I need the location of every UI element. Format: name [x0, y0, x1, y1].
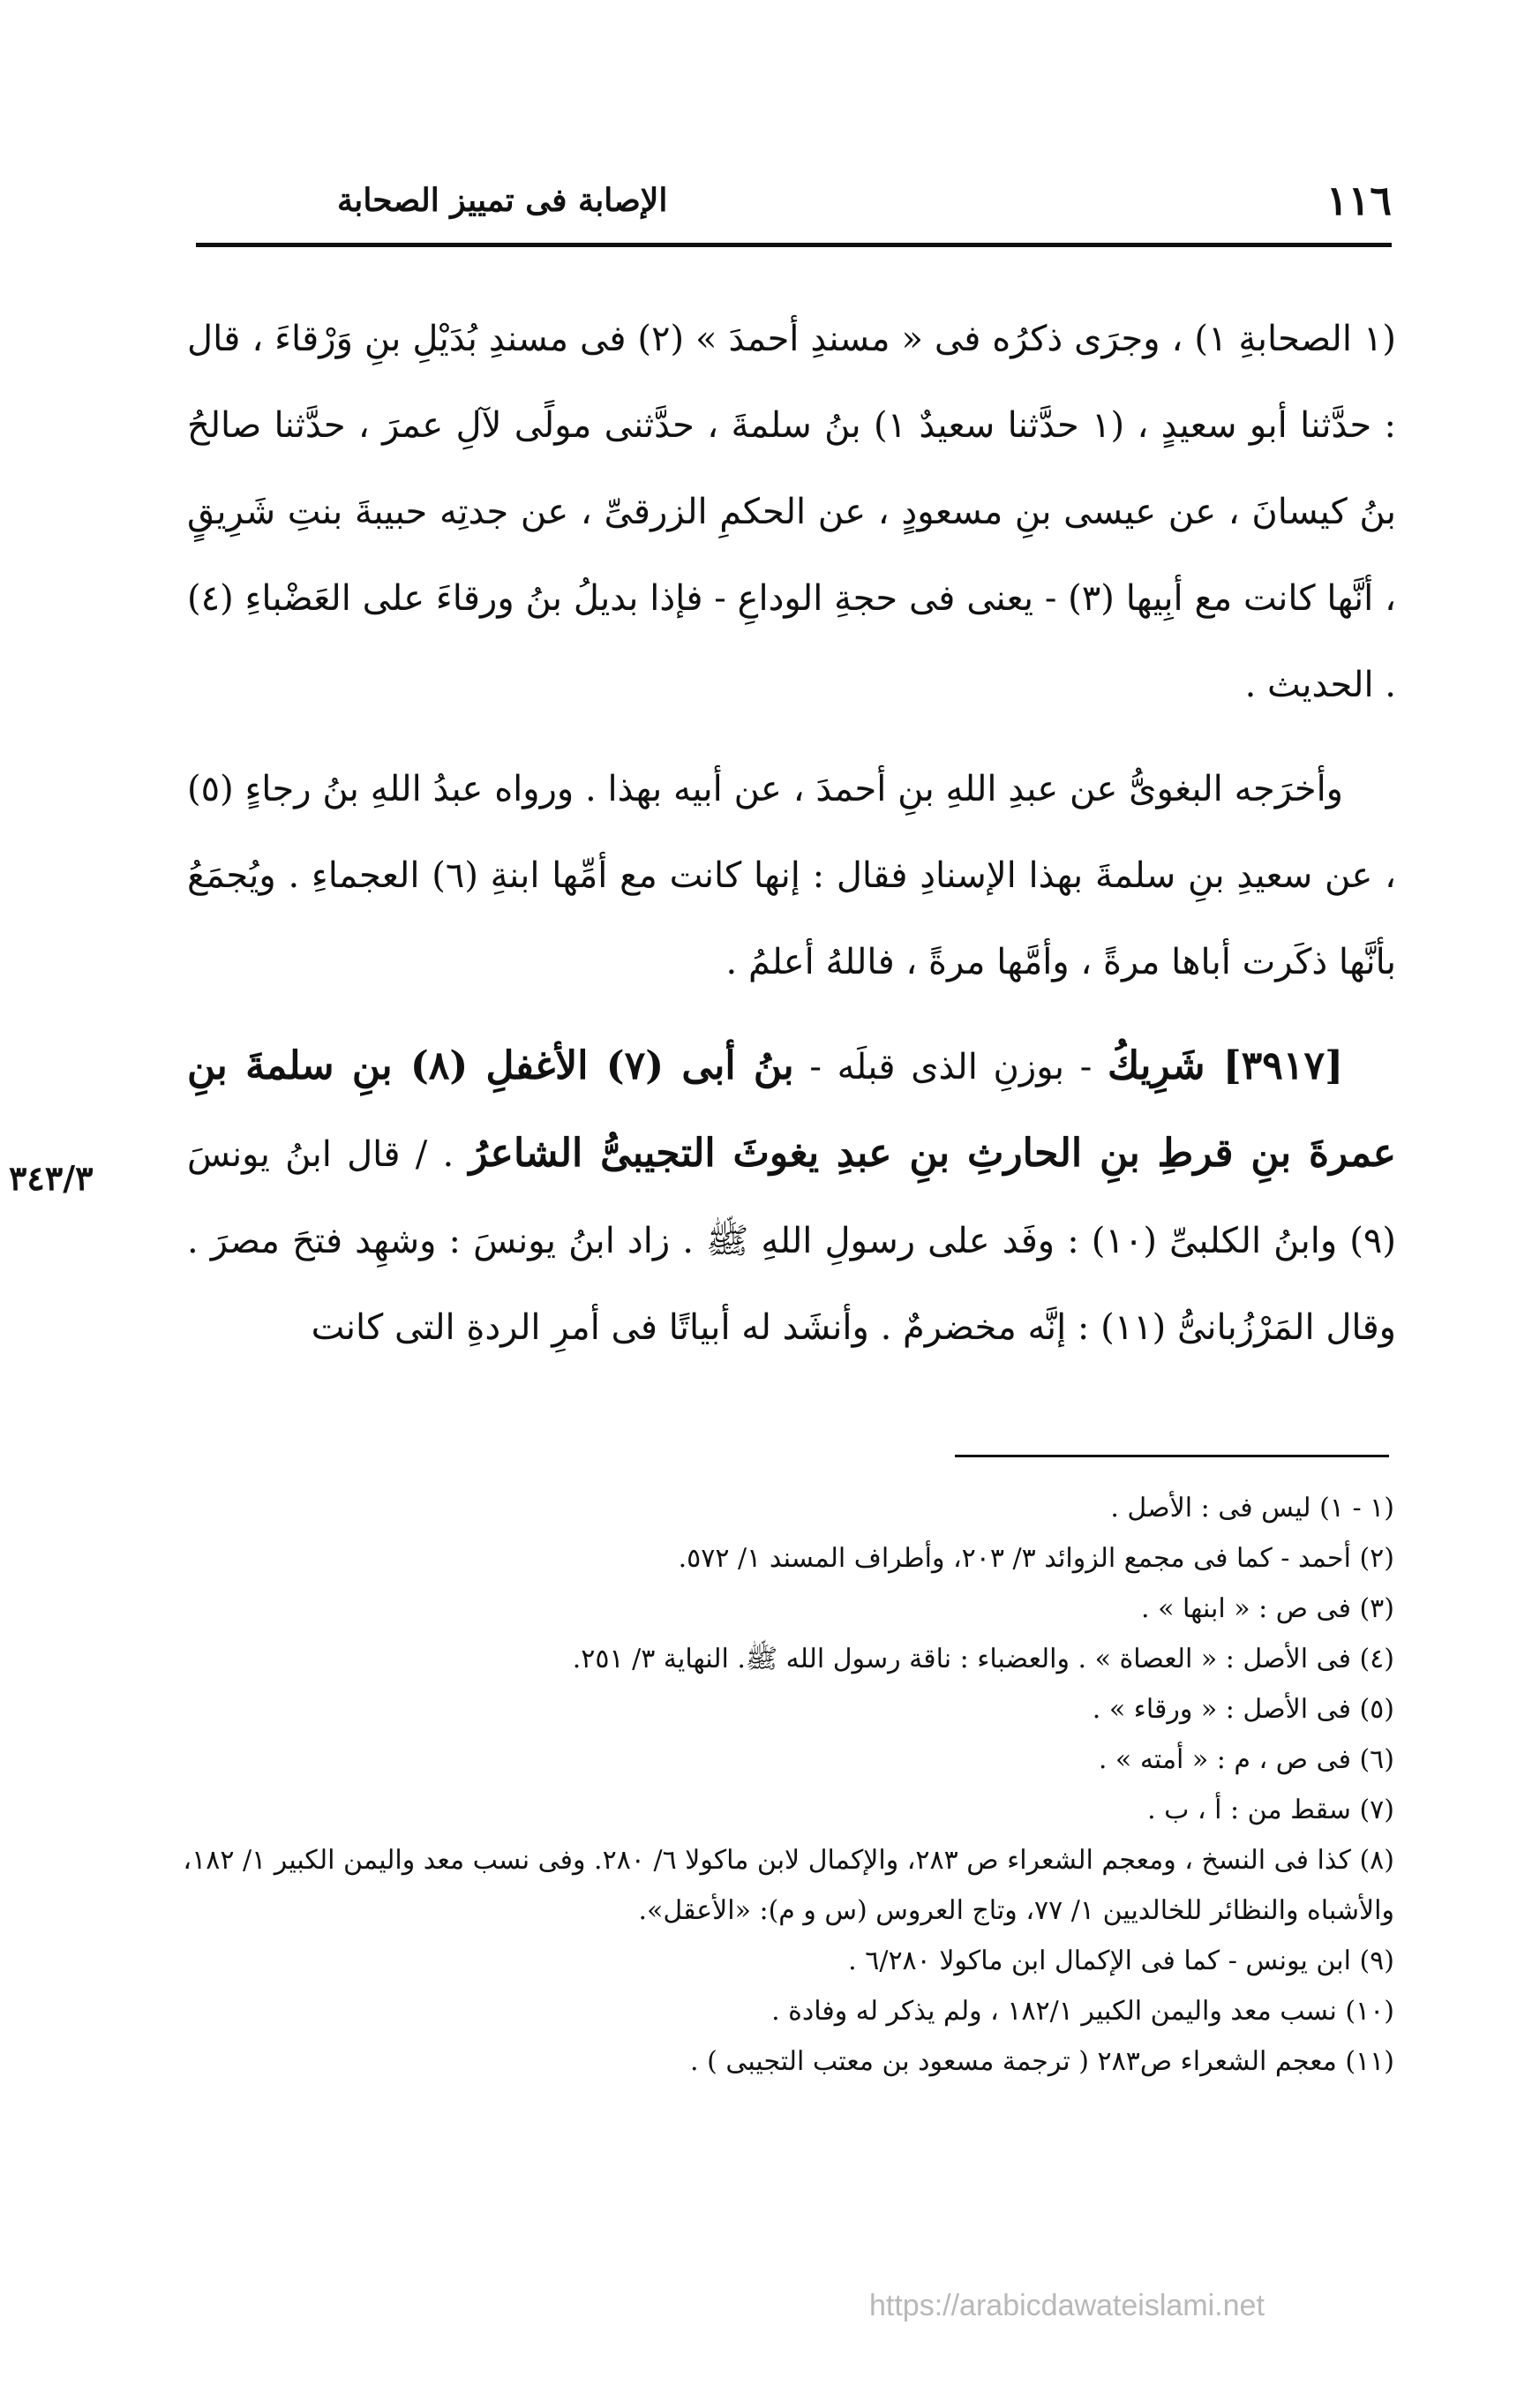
margin-volume-reference: ٣٤٣/٣: [9, 1158, 94, 1198]
footnote-item: (١١) معجم الشعراء ص٢٨٣ ( ترجمة مسعود بن معتب التجيبى ) .: [690, 2046, 1394, 2077]
footnote-item: (٥) فى الأصل : « ورقاء » .: [1092, 1694, 1394, 1725]
footnote-item: (١ - ١) ليس فى : الأصل .: [1110, 1493, 1394, 1524]
footnote-item: (٨) كذا فى النسخ ، ومعجم الشعراء ص ٢٨٣، والإكمال لابن ماكولا ٦/ ٢٨٠. وفى نسب معد واليمن الكبير ١/ ١٨٢، والأشباه والنظائر للخالديين ١/ ٧٧، وتاج العروس (س و م): «الأعقل».: [183, 1845, 1394, 1926]
footnote-item: (٧) سقط من : أ ، ب .: [1147, 1795, 1394, 1825]
footnote-item: (٤) فى الأصل : « العصاة » . والعضباء : ناقة رسول الله ﷺ. النهاية ٣/ ٢٥١.: [572, 1644, 1394, 1674]
biography-entry: [187, 1023, 1396, 1371]
footnote-item: (٩) ابن يونس - كما فى الإكمال ابن ماكولا ٦/٢٨٠ .: [848, 1945, 1394, 1976]
footnote-item: (٦) فى ص ، م : « أمته » .: [1098, 1744, 1394, 1775]
footnote-item: (٢) أحمد - كما فى مجمع الزوائد ٣/ ٢٠٣، وأطراف المسند ١/ ٥٧٢.: [678, 1543, 1394, 1574]
main-text: [187, 296, 1396, 1371]
header-rule: [196, 243, 1392, 247]
paragraph-2: وأخرَجه البغوىُّ عن عبدِ اللهِ بنِ أحمدَ ، عن أبيه بهذا . ورواه عبدُ اللهِ بنُ رجاءٍ (٥) ، عن سعيدِ بنِ سلمةَ بهذا الإسنادِ فقال : إنها كانت مع أمِّها ابنةِ (٦) العجماءِ . ويُجمَعُ بأنَّها ذكَرت أباها مرةً ، وأمَّها مرةً ، فاللهُ أعلمُ .: [187, 769, 1396, 982]
page-number: ١١٦: [1325, 177, 1392, 224]
footnote-item: (٣) فى ص : « ابنها » .: [1141, 1593, 1394, 1624]
entry-note: - بوزنِ الذى قبلَه -: [793, 1047, 1108, 1087]
watermark-url: https://arabicdawateislami.net: [869, 2289, 1265, 2322]
paragraph-1: (١ الصحابةِ ١) ، وجرَى ذكرُه فى « مسندِ أحمدَ » (٢) فى مسندِ بُدَيْلِ بنِ وَرْقاءَ ، قال : حدَّثنا أبو سعيدٍ ، (١ حدَّثنا سعيدٌ ١) بنُ سلمةَ ، حدَّثنى مولًى لآلِ عمرَ ، حدَّثنا صالحُ بنُ كيسانَ ، عن عيسى بنِ مسعودٍ ، عن الحكمِ الزرقىِّ ، عن جدتِه حبيبةَ بنتِ شَرِيقٍ ، أنَّها كانت مع أبِيها (٣) - يعنى فى حجةِ الوداعِ - فإذا بديلُ بنُ ورقاءَ على العَضْباءِ (٤) . الحديث .: [187, 319, 1397, 705]
entry-number-name: [٣٩١٧] شَرِيكُ: [1108, 1043, 1344, 1088]
page-header: [196, 177, 1392, 238]
footnote-rule: [955, 1455, 1389, 1457]
footnote-item: (١٠) نسب معد واليمن الكبير ١٨٢/١ ، ولم يذكر له وفادة .: [771, 1996, 1394, 2027]
book-title: الإصابة فى تمييز الصحابة: [337, 182, 668, 219]
footnotes: [181, 1483, 1394, 2087]
entry-lineage: بنُ أبى (٧) الأغفلِ (٨) بنِ سلمةَ بنِ عمرةَ بنِ قرطِ بنِ الحارثِ بنِ عبدِ يغوثَ التجيبىُّ الشاعرُ: [187, 1043, 1396, 1176]
entry-text: . / قال ابنُ يونسَ (٩) وابنُ الكلبىِّ (١٠) : وفَد على رسولِ اللهِ ﷺ . زاد ابنُ يونسَ : وشهِد فتحَ مصرَ . وقال المَرْزُبانىُّ (١١) : إنَّه مخضرمٌ . وأنشَد له أبياتًا فى أمرِ الردةِ التى كانت: [187, 1134, 1396, 1348]
